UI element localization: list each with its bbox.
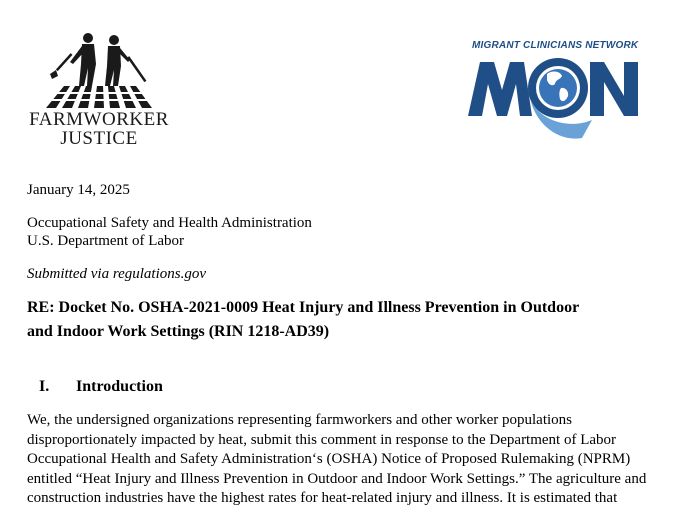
paragraph-line: Occupational Health and Safety Administration‘s (OSHA) Notice of Proposed Rulemaking (NPRM) bbox=[27, 451, 631, 467]
letter-date: January 14, 2025 bbox=[27, 182, 130, 198]
section-number: I. bbox=[39, 378, 50, 395]
section-title: Introduction bbox=[76, 378, 163, 395]
submission-note: Submitted via regulations.gov bbox=[27, 266, 207, 282]
farmworker-justice-logo bbox=[24, 30, 174, 148]
introduction-paragraph bbox=[27, 411, 677, 509]
farmworkers-silhouette-icon bbox=[44, 30, 154, 110]
section-heading bbox=[39, 378, 163, 396]
subject-line-1: RE: Docket No. OSHA-2021-0009 Heat Injury and Illness Prevention in Outdoor bbox=[27, 299, 580, 316]
paragraph-line: entitled “Heat Injury and Illness Prevention in Outdoor and Indoor Work Settings.” The agriculture and bbox=[27, 470, 647, 487]
recipient-line-1: Occupational Safety and Health Administration bbox=[27, 215, 312, 231]
mcn-tagline: MIGRANT CLINICIANS NETWORK bbox=[472, 40, 639, 51]
farmworker-logo-line2: JUSTICE bbox=[60, 128, 138, 149]
subject-line-2: and Indoor Work Settings (RIN 1218-AD39) bbox=[27, 323, 330, 340]
mcn-logo bbox=[464, 40, 656, 145]
recipient-line-2: U.S. Department of Labor bbox=[27, 233, 185, 249]
paragraph-line: We, the undersigned organizations representing farmworkers and other worker populations bbox=[27, 412, 573, 428]
paragraph-line: disproportionately impacted by heat, submit this comment in response to the Department of Labor bbox=[27, 431, 617, 448]
farmworker-logo-line1: FARMWORKER bbox=[29, 109, 169, 130]
mcn-globe-monogram-icon bbox=[464, 54, 656, 144]
paragraph-line: construction industries have the highest rates for heat-related injury and illness. It is estimated that bbox=[27, 490, 618, 506]
